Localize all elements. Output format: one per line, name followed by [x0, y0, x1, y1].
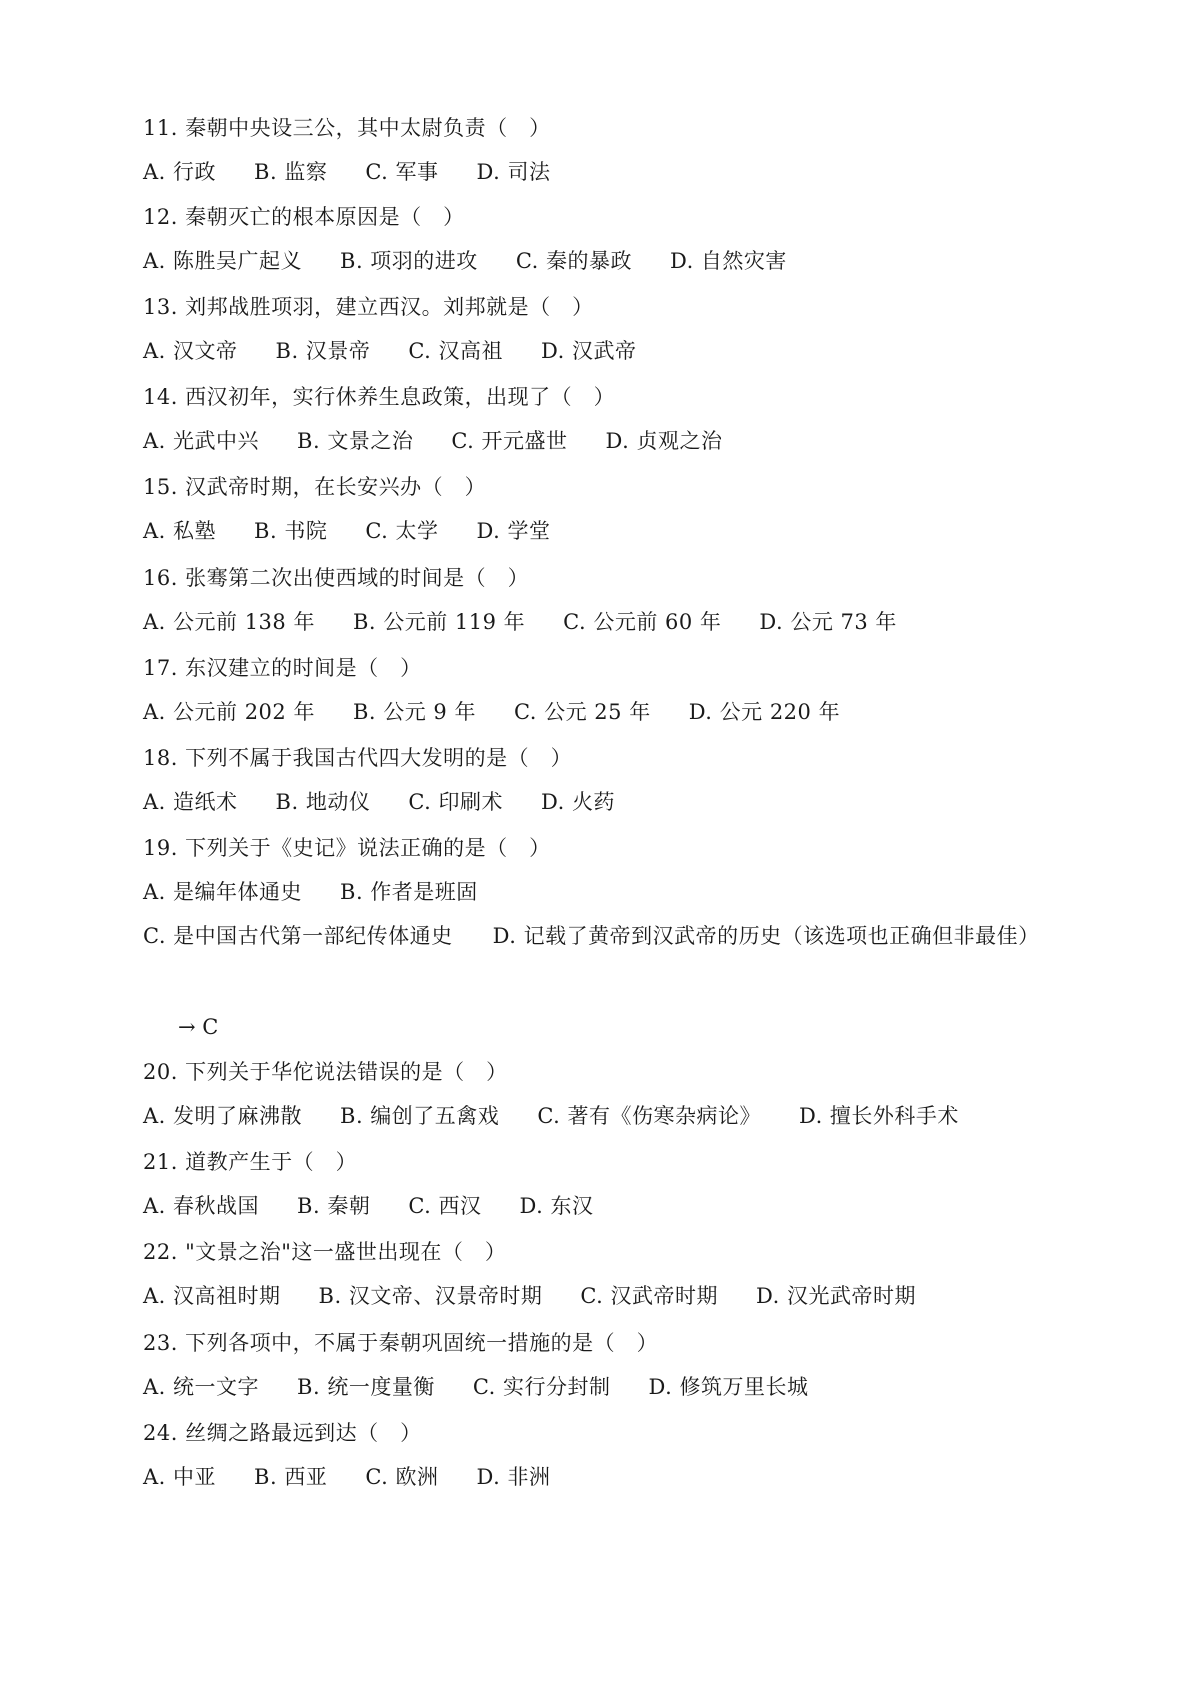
options-row — [143, 1192, 593, 1220]
options-row — [143, 247, 787, 275]
option: A. 行政 — [143, 160, 217, 184]
option: D. 自然灾害 — [669, 249, 787, 273]
options-row — [143, 608, 897, 636]
option: A. 公元前 202 年 — [143, 700, 315, 724]
options-row — [143, 698, 840, 726]
option: D. 司法 — [476, 160, 551, 184]
option: C. 著有《伤寒杂病论》 — [537, 1104, 761, 1128]
option: D. 擅长外科手术 — [798, 1104, 959, 1128]
option: C. 开元盛世 — [451, 429, 568, 453]
options-row — [143, 1373, 808, 1401]
option: A. 是编年体通史 — [143, 880, 303, 904]
option: B. 统一度量衡 — [297, 1375, 435, 1399]
option: C. 汉武帝时期 — [580, 1284, 718, 1308]
option: C. 西汉 — [408, 1194, 482, 1218]
option: D. 贞观之治 — [605, 429, 723, 453]
question-text: 24. 丝绸之路最远到达（ ） — [143, 1421, 422, 1445]
option: D. 公元 220 年 — [688, 700, 841, 724]
option: D. 学堂 — [476, 519, 551, 543]
option: D. 记载了黄帝到汉武帝的历史（该选项也正确但非最佳） — [492, 924, 1040, 948]
option: A. 私塾 — [143, 519, 217, 543]
question-text: 12. 秦朝灭亡的根本原因是（ ） — [143, 205, 465, 229]
options-row — [143, 427, 722, 455]
option: B. 地动仪 — [275, 790, 371, 814]
option: B. 作者是班固 — [340, 880, 478, 904]
option: D. 汉武帝 — [541, 339, 637, 363]
option: A. 公元前 138 年 — [143, 610, 315, 634]
question-text: 16. 张骞第二次出使西域的时间是（ ） — [143, 566, 530, 590]
option: A. 汉文帝 — [143, 339, 238, 363]
answer-note: → C — [178, 1015, 219, 1039]
option: A. 陈胜吴广起义 — [143, 249, 303, 273]
options-row-wrapped — [143, 914, 1043, 958]
option: C. 公元 25 年 — [513, 700, 651, 724]
option: C. 公元前 60 年 — [563, 610, 722, 634]
option: A. 统一文字 — [143, 1375, 260, 1399]
option: A. 中亚 — [143, 1465, 217, 1489]
question-text: 15. 汉武帝时期，在长安兴办（ ） — [143, 475, 487, 499]
options-row — [143, 337, 636, 365]
question-text: 20. 下列关于华佗说法错误的是（ ） — [143, 1060, 508, 1084]
options-row — [143, 1282, 916, 1310]
question-text: 19. 下列关于《史记》说法正确的是（ ） — [143, 836, 551, 860]
option: B. 文景之治 — [297, 429, 414, 453]
option: B. 汉景帝 — [275, 339, 371, 363]
options-row — [143, 788, 615, 816]
option: D. 公元 73 年 — [759, 610, 897, 634]
option: D. 汉光武帝时期 — [756, 1284, 916, 1308]
option: C. 军事 — [365, 160, 439, 184]
options-row — [143, 1102, 959, 1130]
option: C. 是中国古代第一部纪传体通史 — [143, 924, 453, 948]
option: A. 光武中兴 — [143, 429, 260, 453]
question-text: 17. 东汉建立的时间是（ ） — [143, 656, 422, 680]
option: D. 非洲 — [476, 1465, 551, 1489]
option: B. 书院 — [254, 519, 328, 543]
option: A. 春秋战国 — [143, 1194, 260, 1218]
options-row — [143, 517, 550, 545]
option: D. 修筑万里长城 — [648, 1375, 809, 1399]
question-text: 13. 刘邦战胜项羽，建立西汉。刘邦就是（ ） — [143, 295, 594, 319]
option: B. 汉文帝、汉景帝时期 — [318, 1284, 543, 1308]
option: A. 发明了麻沸散 — [143, 1104, 303, 1128]
option: B. 监察 — [254, 160, 328, 184]
option: C. 秦的暴政 — [515, 249, 632, 273]
option: D. 火药 — [541, 790, 615, 814]
options-row — [143, 1463, 550, 1491]
option: B. 公元前 119 年 — [352, 610, 526, 634]
option: C. 欧洲 — [365, 1465, 439, 1489]
question-text: 18. 下列不属于我国古代四大发明的是（ ） — [143, 746, 573, 770]
option: C. 太学 — [365, 519, 439, 543]
option: C. 印刷术 — [408, 790, 503, 814]
option: C. 汉高祖 — [408, 339, 503, 363]
options-row — [143, 878, 478, 906]
option: C. 实行分封制 — [472, 1375, 611, 1399]
question-text: 14. 西汉初年，实行休养生息政策，出现了（ ） — [143, 385, 616, 409]
option: B. 秦朝 — [297, 1194, 371, 1218]
option: B. 公元 9 年 — [352, 700, 476, 724]
question-text: 21. 道教产生于（ ） — [143, 1150, 358, 1174]
question-text: 11. 秦朝中央设三公，其中太尉负责（ ） — [143, 116, 551, 140]
option: A. 汉高祖时期 — [143, 1284, 281, 1308]
option: D. 东汉 — [519, 1194, 594, 1218]
question-text: 22. "文景之治"这一盛世出现在（ ） — [143, 1240, 507, 1264]
option: B. 西亚 — [254, 1465, 328, 1489]
option: B. 项羽的进攻 — [340, 249, 478, 273]
option: A. 造纸术 — [143, 790, 238, 814]
options-row — [143, 158, 550, 186]
question-text: 23. 下列各项中，不属于秦朝巩固统一措施的是（ ） — [143, 1331, 659, 1355]
option: B. 编创了五禽戏 — [340, 1104, 500, 1128]
